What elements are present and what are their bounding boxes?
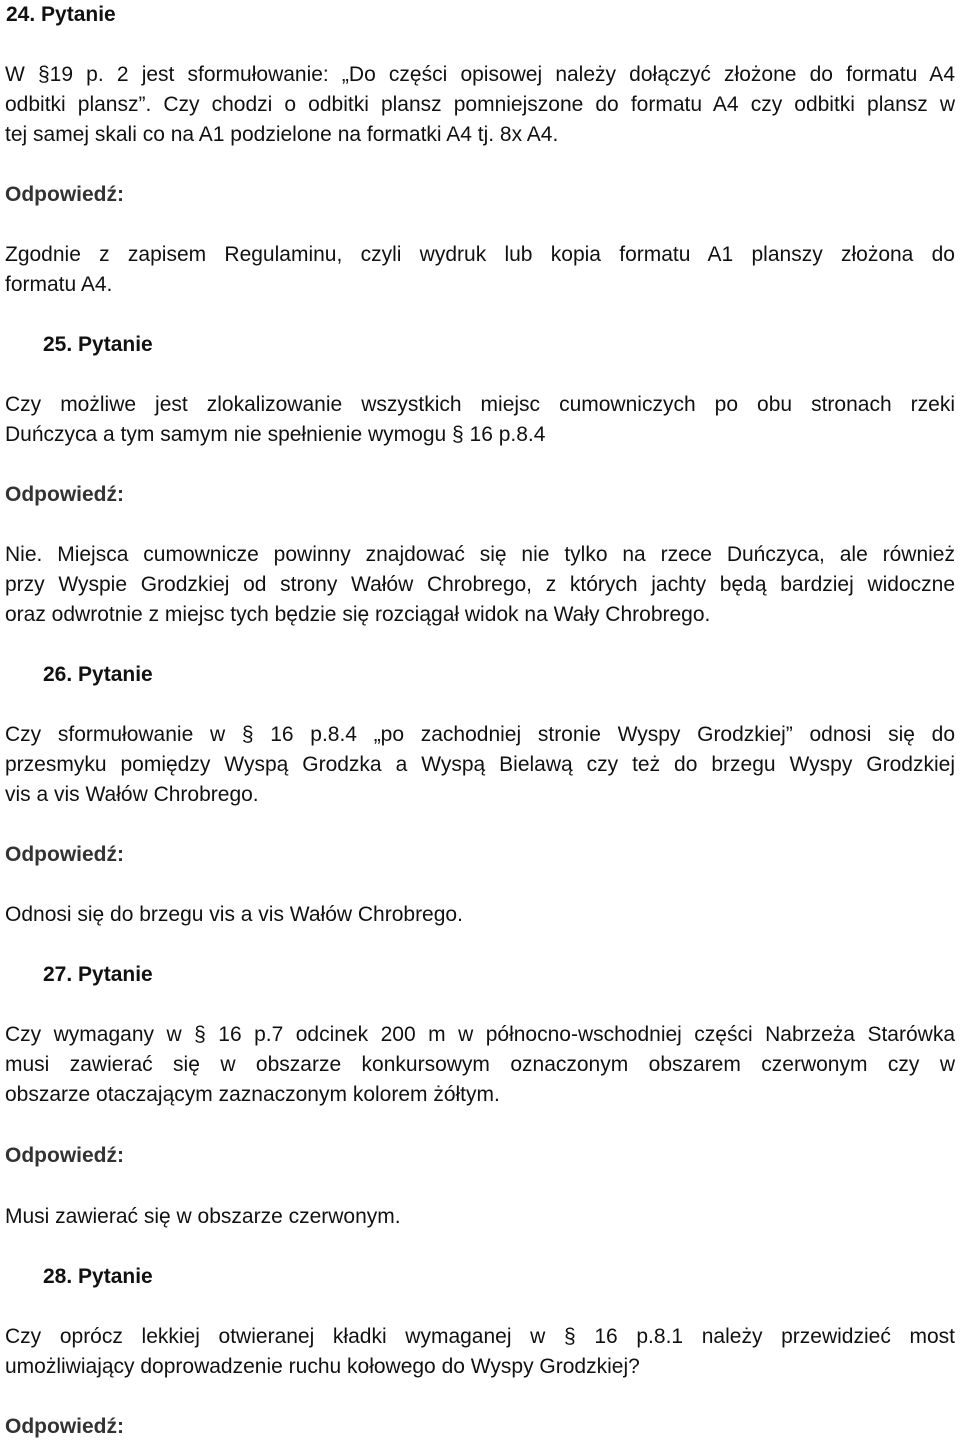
question-27-line-3: obszarze otaczającym zaznaczonym kolorem żółtym. — [5, 1083, 500, 1106]
answer-label-27: Odpowiedź: — [5, 1144, 124, 1167]
answer-label-25: Odpowiedź: — [5, 483, 124, 506]
answer-24-line-1: Zgodnie z zapisem Regulaminu, czyli wydruk lub kopia formatu A1 planszy złożona do — [5, 243, 955, 266]
answer-27-line-1: Musi zawierać się w obszarze czerwonym. — [5, 1205, 401, 1228]
question-28-line-2: umożliwiający doprowadzenie ruchu kołowego do Wyspy Grodzkiej? — [5, 1355, 640, 1378]
question-24-line-1: W §19 p. 2 jest sformułowanie: „Do części opisowej należy dołączyć złożone do formatu A4 — [5, 63, 955, 86]
answer-24-line-2: formatu A4. — [5, 273, 113, 296]
question-heading-25: 25. Pytanie — [43, 333, 153, 356]
question-27-line-1: Czy wymagany w § 16 p.7 odcinek 200 m w północno-wschodniej części Nabrzeża Starówka — [5, 1023, 955, 1046]
question-24-line-2: odbitki plansz”. Czy chodzi o odbitki plansz pomniejszone do formatu A4 czy odbitki plansz w — [5, 93, 955, 116]
answer-label-24: Odpowiedź: — [5, 183, 124, 206]
answer-25-line-1: Nie. Miejsca cumownicze powinny znajdować się nie tylko na rzece Duńczyca, ale również — [5, 543, 955, 566]
question-26-line-2: przesmyku pomiędzy Wyspą Grodzka a Wyspą Bielawą czy też do brzegu Wyspy Grodzkiej — [5, 753, 955, 776]
answer-label-28: Odpowiedź: — [5, 1415, 124, 1438]
question-heading-24: 24. Pytanie — [6, 3, 116, 26]
answer-25-line-3: oraz odwrotnie z miejsc tych będzie się rozciągał widok na Wały Chrobrego. — [5, 603, 711, 626]
question-heading-28: 28. Pytanie — [43, 1265, 153, 1288]
question-heading-26: 26. Pytanie — [43, 663, 153, 686]
question-25-line-1: Czy możliwe jest zlokalizowanie wszystkich miejsc cumowniczych po obu stronach rzeki — [5, 393, 955, 416]
question-25-line-2: Duńczyca a tym samym nie spełnienie wymogu § 16 p.8.4 — [5, 423, 546, 446]
question-27-line-2: musi zawierać się w obszarze konkursowym oznaczonym obszarem czerwonym czy w — [5, 1053, 955, 1076]
question-24-line-3: tej samej skali co na A1 podzielone na formatki A4 tj. 8x A4. — [5, 123, 559, 146]
answer-26-line-1: Odnosi się do brzegu vis a vis Wałów Chrobrego. — [5, 903, 463, 926]
question-26-line-3: vis a vis Wałów Chrobrego. — [5, 783, 259, 806]
question-heading-27: 27. Pytanie — [43, 963, 153, 986]
question-26-line-1: Czy sformułowanie w § 16 p.8.4 „po zachodniej stronie Wyspy Grodzkiej” odnosi się do — [5, 723, 955, 746]
question-28-line-1: Czy oprócz lekkiej otwieranej kładki wymaganej w § 16 p.8.1 należy przewidzieć most — [5, 1325, 955, 1348]
answer-label-26: Odpowiedź: — [5, 843, 124, 866]
answer-25-line-2: przy Wyspie Grodzkiej od strony Wałów Chrobrego, z których jachty będą bardziej widoczne — [5, 573, 955, 596]
